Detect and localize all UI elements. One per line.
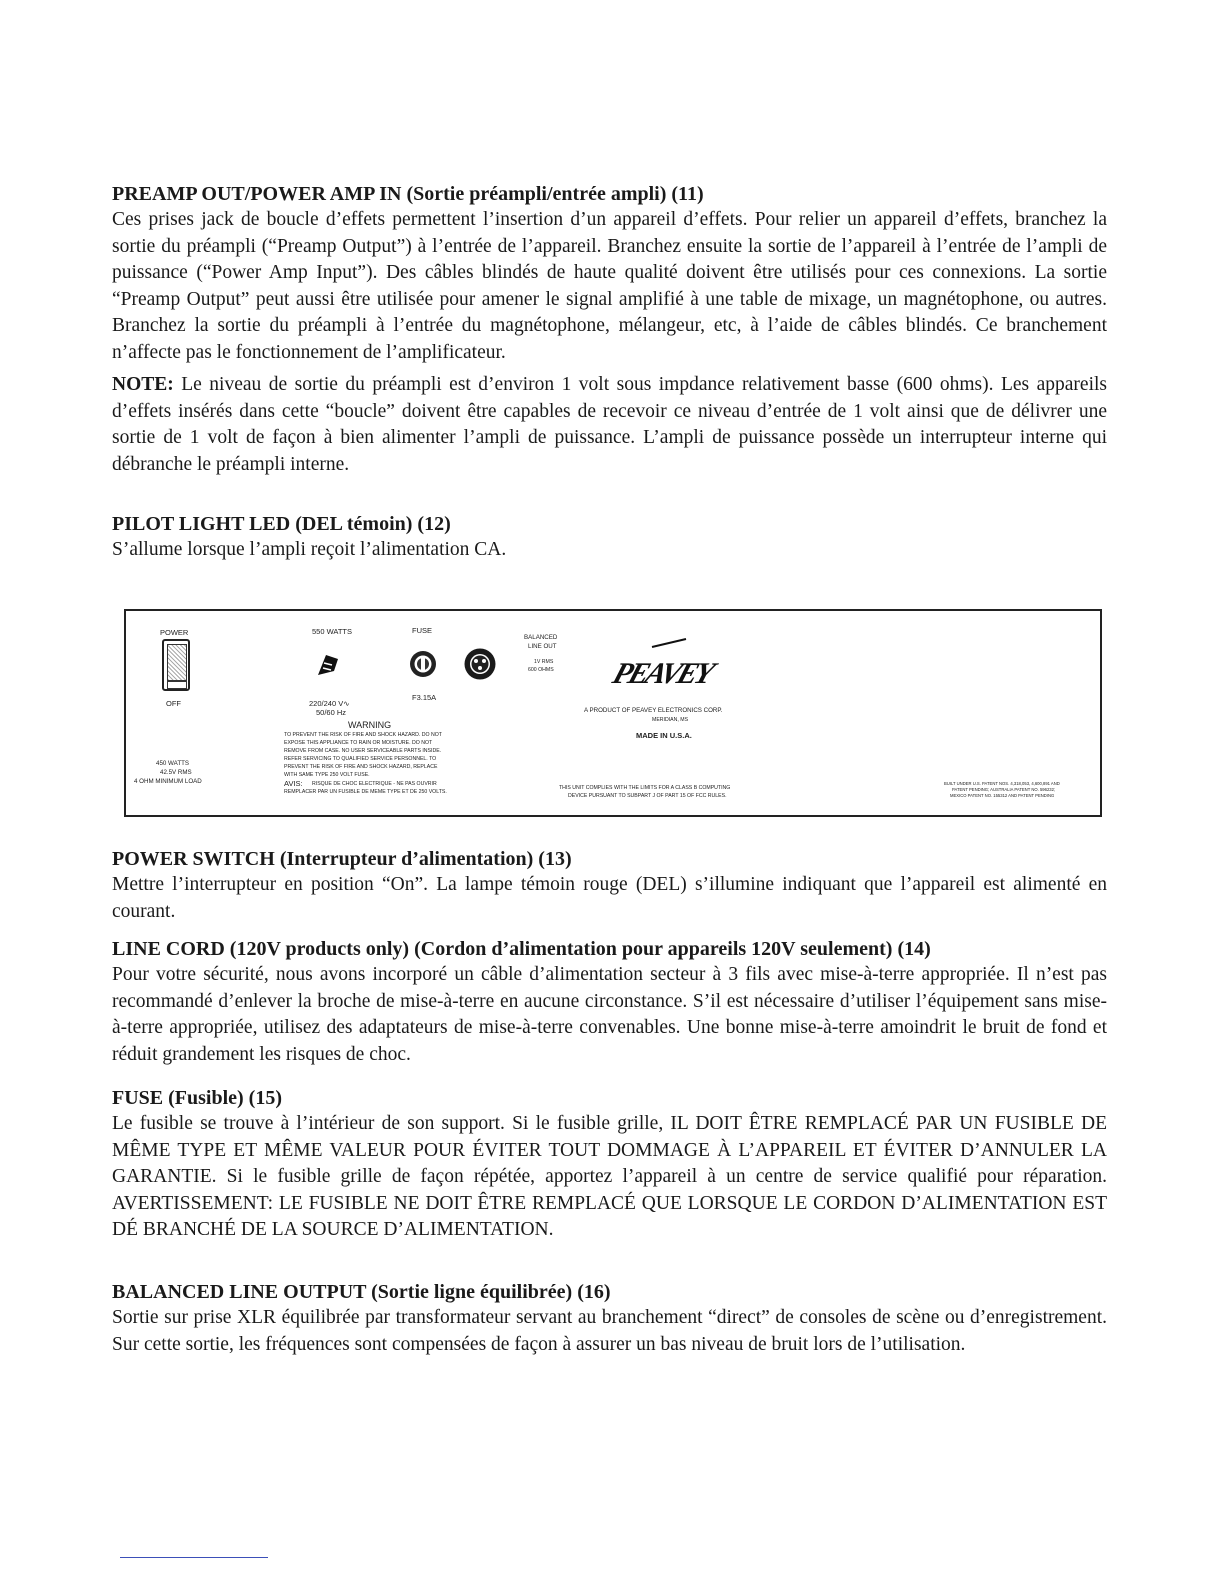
heading-power-en: POWER SWITCH	[112, 848, 275, 870]
warning-line: REFER SERVICING TO QUALIFIED SERVICE PERSONNEL. TO	[284, 756, 437, 762]
panel-fuse-label: FUSE	[412, 626, 433, 635]
section-line-cord	[112, 936, 1107, 1068]
heading-linecord-en: LINE CORD (120V products only)	[112, 938, 410, 960]
panel-patent-l2: PATENT PENDING; AUSTRALIA PATENT NO. 596232;	[952, 787, 1056, 792]
section-fuse	[112, 1085, 1107, 1244]
heading-power-switch	[112, 846, 1107, 872]
paragraph-line-cord: Pour votre sécurité, nous avons incorporé un câble d’alimentation secteur à 3 fils avec mise-à-terre appropriée. Il n’est pas recommandé d’enlever la broche de mise-à-terre en aucune circonstance. S’il est nécessaire d’utiliser l’équipement sans mise-à-terre appropriée, utilisez des adaptateurs de mise-à-terre convenables. Une bonne mise-à-terre amoindrit le bruit de fond et réduit grandement les risques de choc.	[112, 964, 1107, 1065]
panel-watts-label: 550 WATTS	[312, 627, 353, 636]
panel-patent-l1: BUILT UNDER U.S. PATENT NOS. 4,318,053, 4,600,891 AND	[944, 781, 1060, 786]
panel-voltage-l1: 220/240 V∿	[309, 699, 350, 708]
panel-rating-l3: 4 OHM MINIMUM LOAD	[134, 778, 202, 785]
heading-pilot-en: PILOT LIGHT LED	[112, 513, 291, 535]
panel-fuse-rating: F3.15A	[412, 693, 437, 702]
paragraph-note	[112, 372, 1107, 478]
peavey-logo	[608, 637, 732, 695]
panel-rating-l2: 42.5V RMS	[160, 769, 192, 776]
heading-fuse	[112, 1085, 1107, 1111]
footer-rule	[120, 1557, 268, 1558]
xlr-jack-icon	[463, 647, 497, 681]
warning-line: TO PREVENT THE RISK OF FIRE AND SHOCK HAZARD. DO NOT	[284, 732, 442, 738]
power-switch-graphic	[162, 639, 190, 691]
avis-line-1: RISQUE DE CHOC ELECTRIQUE - NE PAS OUVRIR	[312, 781, 437, 787]
avis-label: AVIS:	[284, 779, 303, 788]
rear-panel-diagram	[124, 609, 1102, 817]
section-pilot	[112, 511, 1107, 564]
heading-balanced-en: BALANCED LINE OUTPUT	[112, 1281, 367, 1303]
panel-balanced-l3: 1V RMS	[534, 659, 554, 665]
heading-line-cord	[112, 936, 1107, 962]
panel-product-of-l1: A PRODUCT OF PEAVEY ELECTRONICS CORP.	[584, 707, 723, 714]
fuse-holder-icon	[408, 649, 438, 679]
paragraph-power-switch: Mettre l’interrupteur en position “On”. La lampe témoin rouge (DEL) s’illumine indiquant que l’appareil est alimenté en courant.	[112, 874, 1107, 922]
warning-line: REMOVE FROM CASE. NO USER SERVICEABLE PARTS INSIDE.	[284, 748, 442, 754]
warning-line: EXPOSE THIS APPLIANCE TO RAIN OR MOISTURE. DO NOT	[284, 740, 433, 746]
avis-line-2: REMPLACER PAR UN FUSIBLE DE MEME TYPE ET DE 250 VOLTS.	[284, 789, 447, 795]
heading-fuse-fr: (Fusible) (15)	[168, 1087, 283, 1109]
paragraph-pilot: S’allume lorsque l’ampli reçoit l’alimentation CA.	[112, 539, 507, 560]
paragraph-fuse: Le fusible se trouve à l’intérieur de son support. Si le fusible grille, IL DOIT ÊTRE REMPLACÉ PAR UN FUSIBLE DE MÊME TYPE ET MÊME VALEUR POUR ÉVITER TOUT DOMMAGE À L’APPAREIL ET ÉVITER D’ANNULER LA GARANTIE. Si le fusible grille de façon répétée, apportez l’appareil à un centre de service qualifié pour réparation. AVERTISSEMENT: LE FUSIBLE NE DOIT ÊTRE REMPLACÉ QUE LORSQUE LE CORDON D’ALIMENTATION EST DÉ BRANCHÉ DE LA SOURCE D’ALIMENTATION.	[112, 1113, 1107, 1240]
panel-made-in: MADE IN U.S.A.	[636, 731, 692, 740]
power-switch-rocker	[167, 644, 187, 681]
paragraph-balanced-output: Sortie sur prise XLR équilibrée par transformateur servant au branchement “direct” de consoles de scène ou d’enregistrement. Sur cette sortie, les fréquences sont compensées de façon à assurer un bas niveau de bruit lors de l’utilisation.	[112, 1307, 1107, 1355]
heading-balanced-output	[112, 1279, 1107, 1305]
panel-patent-l3: MEXICO PATENT NO. 155312 AND PATENT PENDING	[950, 793, 1055, 798]
heading-pilot	[112, 511, 1107, 537]
panel-product-of-l2: MERIDIAN, MS	[652, 717, 689, 723]
heading-preamp	[112, 181, 1107, 207]
section-power-switch	[112, 846, 1107, 925]
panel-balanced-l1: BALANCED	[524, 634, 558, 641]
note-label: NOTE:	[112, 374, 174, 395]
panel-voltage-l2: 50/60 Hz	[316, 708, 347, 717]
panel-rating-l1: 450 WATTS	[156, 760, 190, 767]
panel-off-label: OFF	[166, 699, 181, 708]
paragraph-preamp: Ces prises jack de boucle d’effets permettent l’insertion d’un appareil d’effets. Pour relier un appareil d’effets, branchez la sortie du préampli (“Preamp Output”) à l’entrée de l’appareil. Branchez ensuite la sortie de l’appareil à l’entrée de l’ampli de puissance (“Power Amp Input”). Des câbles blindés de haute qualité doivent être utilisés pour ces connexions. La sortie “Preamp Output” peut aussi être utilisée pour amener le signal amplifié à une table de mixage, un magnétophone, ou autres. Branchez la sortie du préampli à l’entrée du magnétophone, mélangeur, etc, à l’aide de câbles blindés. Ce branchement n’affecte pas le fonctionnement de l’amplificateur.	[112, 209, 1107, 363]
heading-fuse-en: FUSE	[112, 1087, 164, 1109]
panel-power-label: POWER	[160, 628, 189, 637]
power-switch-base	[167, 681, 187, 689]
section-balanced-output	[112, 1279, 1107, 1358]
section-preamp	[112, 181, 1107, 478]
peavey-logo-text: PEAVEY	[608, 656, 717, 690]
panel-warning-title: WARNING	[348, 720, 392, 730]
panel-fcc-l1: THIS UNIT COMPLIES WITH THE LIMITS FOR A CLASS B COMPUTING	[559, 785, 731, 791]
heading-pilot-fr: (DEL témoin) (12)	[295, 513, 451, 535]
heading-balanced-fr: (Sortie ligne équilibrée) (16)	[371, 1281, 611, 1303]
heading-power-fr: (Interrupteur d’alimentation) (13)	[279, 848, 572, 870]
panel-balanced-l2: LINE OUT	[528, 643, 557, 650]
heading-preamp-en: PREAMP OUT/POWER AMP IN	[112, 183, 402, 205]
heading-preamp-fr: (Sortie préampli/entrée ampli) (11)	[406, 183, 704, 205]
note-body: Le niveau de sortie du préampli est d’environ 1 volt sous impdance relativement basse (600 ohms). Les appareils d’effets insérés dans cette “boucle” doivent être capables de recevoir ce niveau d’entrée de 1 volt ainsi que de délivrer une sortie de 1 volt de façon à bien alimenter l’ampli de puissance. L’ampli de puissance possède un interrupteur interne qui débranche le préampli interne.	[112, 374, 1108, 475]
panel-fcc-l2: DEVICE PURSUANT TO SUBPART J OF PART 15 OF FCC RULES.	[568, 793, 727, 799]
warning-line: PREVENT THE RISK OF FIRE AND SHOCK HAZARD, REPLACE	[284, 764, 438, 770]
warning-line: WITH SAME TYPE 250 VOLT FUSE.	[284, 772, 370, 778]
panel-balanced-l4: 600 OHMS	[528, 667, 554, 673]
power-cord-icon	[312, 649, 346, 679]
heading-linecord-fr: (Cordon d’alimentation pour appareils 120V seulement) (14)	[414, 938, 931, 960]
